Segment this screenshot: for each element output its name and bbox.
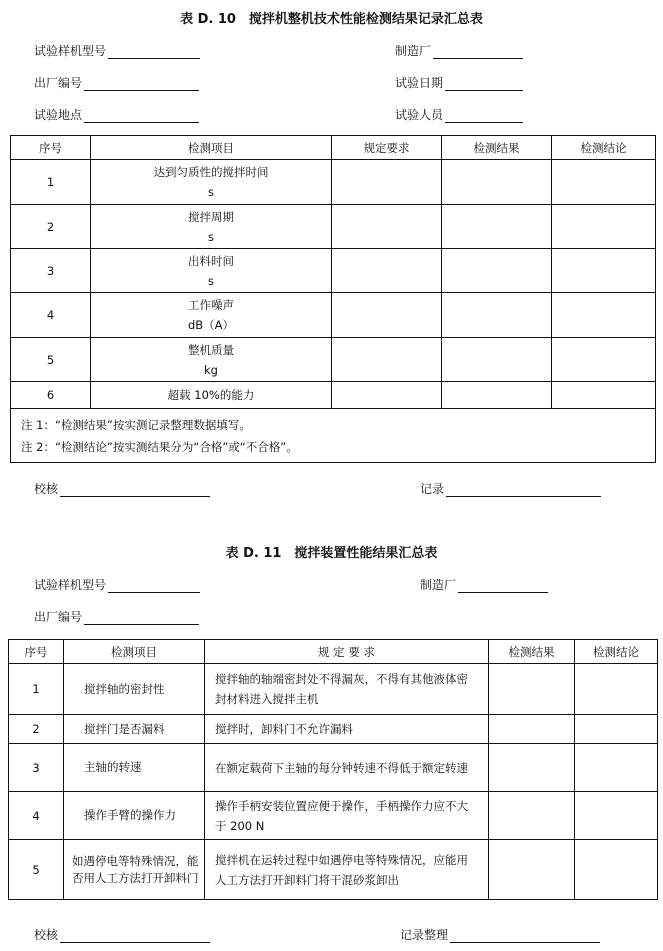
item-unit: s bbox=[208, 273, 214, 288]
row-requirement: 操作手柄安装位置应便于操作，手柄操作力应不大于 200 N bbox=[205, 792, 489, 840]
table-row bbox=[9, 744, 658, 792]
date-label: 试验日期 bbox=[395, 76, 444, 90]
result-cell[interactable] bbox=[489, 840, 575, 900]
result-cell[interactable] bbox=[489, 792, 575, 840]
col-header-requirement: 规定要求 bbox=[332, 136, 442, 160]
conclusion-cell[interactable] bbox=[552, 205, 656, 249]
conclusion-cell[interactable] bbox=[552, 249, 656, 293]
requirement-cell[interactable] bbox=[332, 160, 442, 205]
result-cell[interactable] bbox=[442, 293, 552, 338]
date-field[interactable] bbox=[395, 74, 523, 91]
item-unit: kg bbox=[204, 362, 218, 377]
serial-field-2[interactable] bbox=[34, 608, 199, 625]
row-item: 主轴的转速 bbox=[64, 744, 205, 792]
conclusion-cell[interactable] bbox=[552, 160, 656, 205]
col-header-no: 序号 bbox=[9, 640, 64, 664]
table-row bbox=[9, 792, 658, 840]
serial-label-2: 出厂编号 bbox=[34, 610, 83, 624]
row-no: 3 bbox=[11, 249, 91, 293]
results-table-1 bbox=[10, 135, 656, 463]
item-name: 整机质量 bbox=[188, 342, 234, 357]
col-header-result: 检测结果 bbox=[442, 136, 552, 160]
row-requirement: 搅拌轴的轴端密封处不得漏灰，不得有其他液体密封材料进入搅拌主机 bbox=[205, 664, 489, 715]
item-name: 搅拌周期 bbox=[188, 209, 234, 224]
row-no: 4 bbox=[9, 792, 64, 840]
check-label: 校核 bbox=[34, 482, 59, 496]
requirement-cell[interactable] bbox=[332, 205, 442, 249]
model-label: 试验样机型号 bbox=[34, 44, 107, 58]
serial-label: 出厂编号 bbox=[34, 76, 83, 90]
row-requirement: 搅拌时，卸料门不允许漏料 bbox=[205, 715, 489, 744]
conclusion-cell[interactable] bbox=[575, 664, 658, 715]
row-no: 1 bbox=[11, 160, 91, 205]
result-cell[interactable] bbox=[489, 744, 575, 792]
row-no: 6 bbox=[11, 382, 91, 409]
row-item: 操作手臂的操作力 bbox=[64, 792, 205, 840]
conclusion-cell[interactable] bbox=[552, 382, 656, 409]
row-no: 1 bbox=[9, 664, 64, 715]
result-cell[interactable] bbox=[442, 205, 552, 249]
table1-title: 表 D. 10 搅拌机整机技术性能检测结果记录汇总表 bbox=[180, 12, 483, 27]
serial-field[interactable] bbox=[34, 74, 199, 91]
row-item: 如遇停电等特殊情况，能否用人工方法打开卸料门 bbox=[64, 840, 205, 900]
manufacturer-field-2[interactable] bbox=[420, 576, 548, 593]
row-item: 超载 10%的能力 bbox=[91, 382, 332, 409]
table-header-row bbox=[9, 640, 658, 664]
location-field[interactable] bbox=[34, 106, 199, 123]
notes-row bbox=[11, 409, 656, 463]
table-row bbox=[9, 840, 658, 900]
requirement-cell[interactable] bbox=[332, 338, 442, 382]
result-cell[interactable] bbox=[442, 382, 552, 409]
col-header-item: 检测项目 bbox=[91, 136, 332, 160]
note-1: 注 1：“检测结果”按实测记录整理数据填写。 bbox=[21, 417, 251, 432]
table-row bbox=[9, 664, 658, 715]
model-field[interactable] bbox=[34, 42, 200, 59]
conclusion-cell[interactable] bbox=[552, 338, 656, 382]
result-cell[interactable] bbox=[442, 160, 552, 205]
result-cell[interactable] bbox=[489, 715, 575, 744]
record-field[interactable] bbox=[420, 480, 601, 497]
row-requirement: 在额定载荷下主轴的每分钟转速不得低于额定转速 bbox=[205, 744, 489, 792]
model-label-2: 试验样机型号 bbox=[34, 578, 107, 592]
notes-cell bbox=[11, 409, 656, 463]
table-row bbox=[11, 249, 656, 293]
check-field-2[interactable] bbox=[34, 926, 210, 943]
item-unit: s bbox=[208, 185, 214, 199]
col-header-conclusion: 检测结论 bbox=[575, 640, 658, 664]
conclusion-cell[interactable] bbox=[575, 792, 658, 840]
result-cell[interactable] bbox=[442, 249, 552, 293]
conclusion-cell[interactable] bbox=[575, 744, 658, 792]
row-requirement: 搅拌机在运转过程中如遇停电等特殊情况，应能用人工方法打开卸料门将干混砂浆卸出 bbox=[205, 840, 489, 900]
manufacturer-field[interactable] bbox=[395, 42, 523, 59]
row-item bbox=[91, 249, 332, 293]
manufacturer-label-2: 制造厂 bbox=[420, 578, 457, 592]
col-header-no: 序号 bbox=[11, 136, 91, 160]
row-item bbox=[91, 205, 332, 249]
results-table-2 bbox=[8, 639, 658, 900]
table-header-row bbox=[11, 136, 656, 160]
record-organize-field[interactable] bbox=[400, 926, 600, 943]
result-cell[interactable] bbox=[442, 338, 552, 382]
record-label: 记录 bbox=[420, 482, 445, 496]
table-row bbox=[11, 293, 656, 338]
check-field[interactable] bbox=[34, 480, 210, 497]
record-organize-label: 记录整理 bbox=[400, 928, 449, 942]
result-cell[interactable] bbox=[489, 664, 575, 715]
row-no: 3 bbox=[9, 744, 64, 792]
row-item: 搅拌门是否漏料 bbox=[64, 715, 205, 744]
note-2: 注 2：“检测结论”按实测结果分为“合格”或“不合格”。 bbox=[21, 439, 298, 454]
item-name: 达到匀质性的搅拌时间 bbox=[153, 165, 269, 179]
row-no: 5 bbox=[9, 840, 64, 900]
row-item: 搅拌轴的密封性 bbox=[64, 664, 205, 715]
conclusion-cell[interactable] bbox=[552, 293, 656, 338]
table-row bbox=[11, 338, 656, 382]
table-row bbox=[11, 382, 656, 409]
row-no: 2 bbox=[11, 205, 91, 249]
item-name: 工作噪声 bbox=[188, 298, 234, 312]
row-no: 4 bbox=[11, 293, 91, 338]
requirement-cell[interactable] bbox=[332, 293, 442, 338]
item-name: 出料时间 bbox=[188, 253, 234, 268]
requirement-cell[interactable] bbox=[332, 249, 442, 293]
col-header-requirement: 规 定 要 求 bbox=[205, 640, 489, 664]
personnel-field[interactable] bbox=[395, 106, 523, 123]
table-row bbox=[9, 715, 658, 744]
col-header-item: 检测项目 bbox=[64, 640, 205, 664]
row-no: 2 bbox=[9, 715, 64, 744]
location-label: 试验地点 bbox=[34, 108, 83, 122]
table-row bbox=[11, 205, 656, 249]
row-no: 5 bbox=[11, 338, 91, 382]
check-label-2: 校核 bbox=[34, 928, 59, 942]
table2-title: 表 D. 11 搅拌装置性能结果汇总表 bbox=[225, 546, 438, 561]
conclusion-cell[interactable] bbox=[575, 840, 658, 900]
item-unit: dB（A） bbox=[187, 318, 235, 332]
row-item bbox=[91, 160, 332, 205]
col-header-result: 检测结果 bbox=[489, 640, 575, 664]
requirement-cell[interactable] bbox=[332, 382, 442, 409]
conclusion-cell[interactable] bbox=[575, 715, 658, 744]
row-item bbox=[91, 293, 332, 338]
row-item bbox=[91, 338, 332, 382]
model-field-2[interactable] bbox=[34, 576, 200, 593]
table-row bbox=[11, 160, 656, 205]
manufacturer-label: 制造厂 bbox=[395, 44, 432, 58]
personnel-label: 试验人员 bbox=[395, 108, 444, 122]
item-unit: s bbox=[208, 229, 214, 244]
col-header-conclusion: 检测结论 bbox=[552, 136, 656, 160]
